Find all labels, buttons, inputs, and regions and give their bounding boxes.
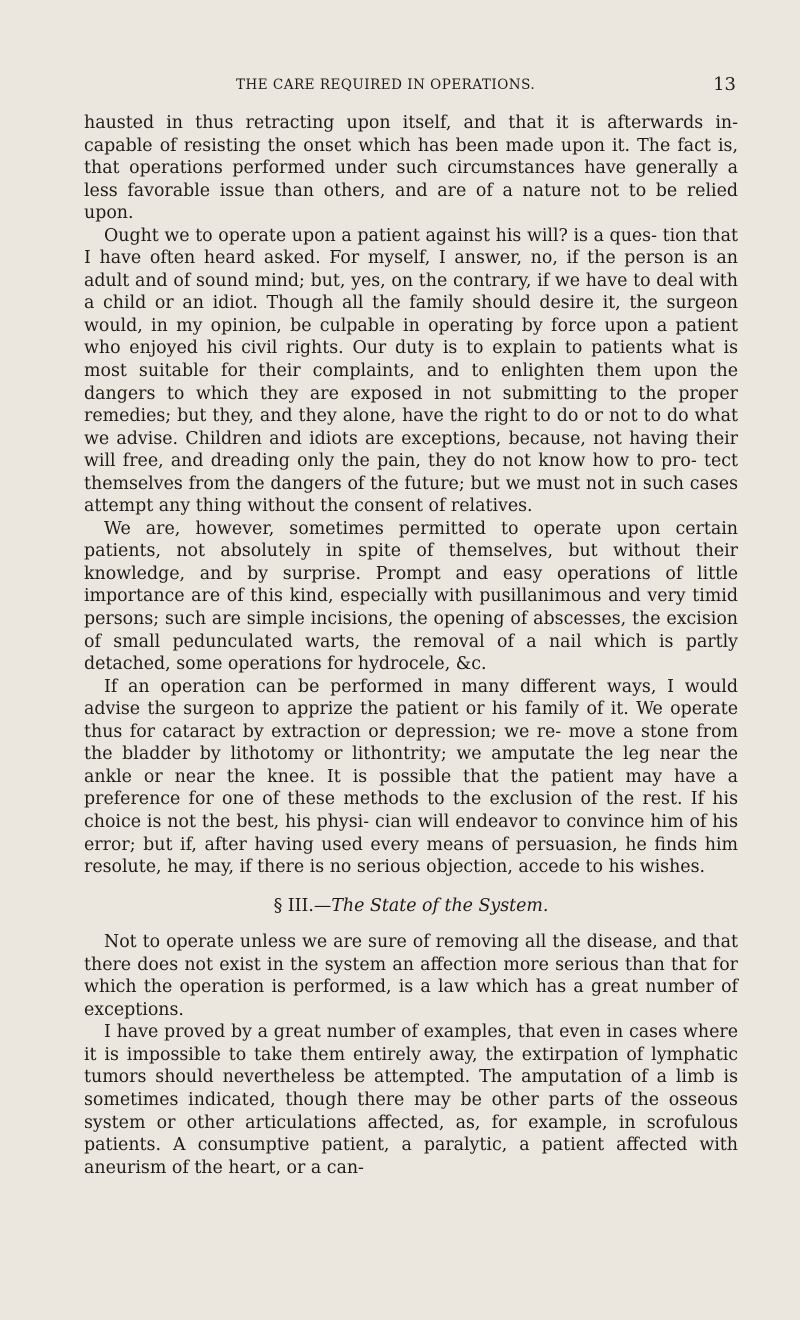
paragraph-operating-against-will: Ought we to operate upon a patient against his will? is a ques- tion that I have often heard asked. For myself, I answer, no, if the person is an adult and of sound mind; but, yes, on the contrary, if we have to deal with a child or an idiot. Though all the family should desire it, the surgeon would, in my opinion, be culpable in operating by force upon a patient who enjoyed his civil rights. Our duty is to explain to patients what is most suitable for their complaints, and to enlighten them upon the dangers to which they are exposed in not submitting to the proper remedies; but they, and they alone, have the right to do or not to do what we advise. Children and idiots are exceptions, because, not having their will free, and dreading only the pain, they do not know how to pro- tect themselves from the dangers of the future; but we must not in such cases attempt any thing without the consent of relatives. bbox=[84, 225, 738, 517]
paragraph-continuation: hausted in thus retracting upon itself, and that it is afterwards in- capable of resisting the onset which has been made upon it. The fact is, that operations performed under such circumstances have generally a less favorable issue than others, and are of a nature not to be relied upon. bbox=[84, 113, 738, 224]
paragraph-operating-by-surprise: We are, however, sometimes permitted to operate upon certain patients, not absolutely in spite of themselves, but without their knowledge, and by surprise. Prompt and easy operations of little importance are of this kind, especially with pusillanimous and very timid persons; such are simple incisions, the opening of abscesses, the excision of small pedunculated warts, the removal of a nail which is partly detached, some operations for hydrocele, &c. bbox=[84, 518, 738, 675]
paragraph-law-of-exceptions: Not to operate unless we are sure of removing all the disease, and that there does not exist in the system an affection more serious than that for which the operation is performed, is a law which has a great number of exceptions. bbox=[84, 932, 738, 1020]
section-heading bbox=[84, 895, 738, 918]
running-title: THE CARE REQUIRED IN OPERATIONS. bbox=[236, 77, 536, 93]
section-title: The State of the System. bbox=[331, 895, 549, 916]
page-number: 13 bbox=[713, 74, 736, 95]
running-head bbox=[84, 74, 736, 98]
paragraph-choice-of-method: If an operation can be performed in many different ways, I would advise the surgeon to apprize the patient or his family of it. We operate thus for cataract by extraction or depression; we re- move a stone from the bladder by lithotomy or lithontrity; we amputate the leg near the ankle or near the knee. It is possible that the patient may have a preference for one of these methods to the exclusion of the rest. If his choice is not the best, his physi- cian will endeavor to convince him of his error; but if, after having used every means of persuasion, he finds him resolute, he may, if there is no serious objection, accede to his wishes. bbox=[84, 676, 738, 878]
paragraph-examples: I have proved by a great number of examples, that even in cases where it is impossible to take them entirely away, the extirpation of lymphatic tumors should nevertheless be attempted. The amputation of a limb is sometimes indicated, though there may be other parts of the osseous system or other articulations affected, as, for example, in scrofulous patients. A consumptive patient, a paralytic, a patient affected with aneurism of the heart, or a can- bbox=[84, 1022, 738, 1178]
section-number: § III.— bbox=[273, 895, 332, 916]
main-text bbox=[84, 112, 738, 1179]
